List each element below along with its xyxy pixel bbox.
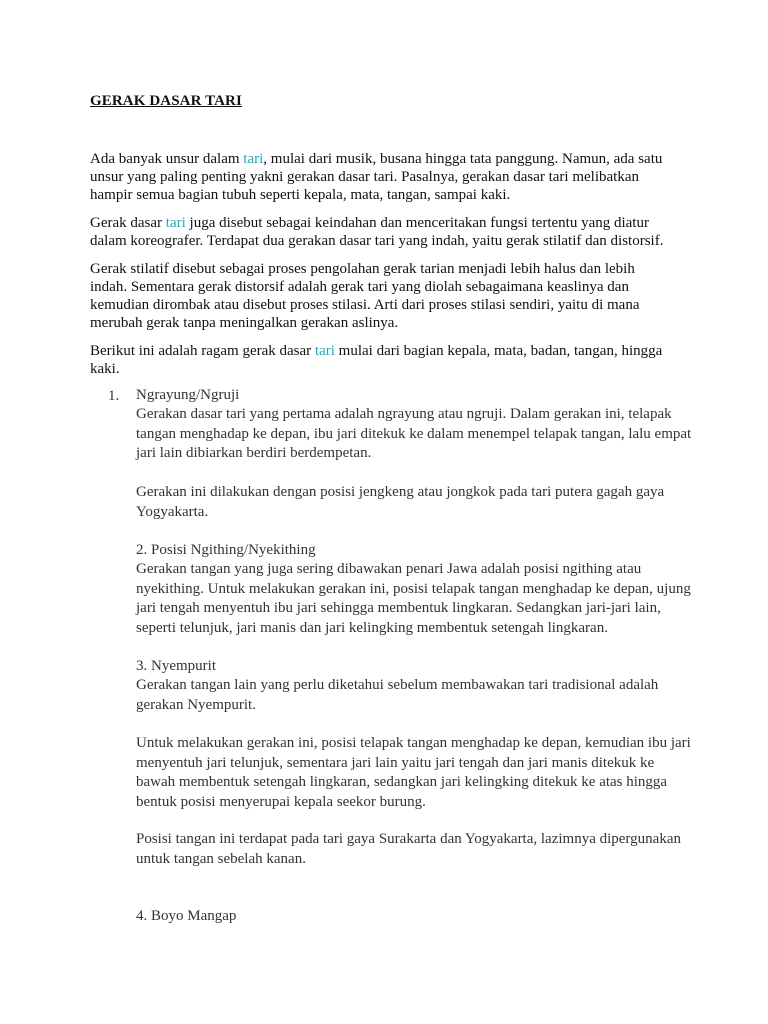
list-item-text: Gerakan dasar tari yang pertama adalah ngrayung atau ngruji. Dalam gerakan ini, telapak tangan menghadap ke depan, ibu jari ditekuk ke dalam menempel telapak tangan, lalu empat jari lain dibiarkan berdiri berdempetan. [136, 406, 692, 461]
list-item-text: Untuk melakukan gerakan ini, posisi telapak tangan menghadap ke depan, kemudian ibu jari menyentuh jari telunjuk, sementara jari lain yaitu jari tengah dan jari manis ditekuk ke bawah membentuk setengah lingkaran, sedangkan jari kelingking ditekuk ke atas hingga bentuk posisi menyerupai kepala seekor burung. [136, 735, 691, 810]
paragraph-text: Gerak dasar [90, 215, 166, 231]
page-title: GERAK DASAR TARI [90, 93, 242, 109]
list-item-title: 2. Posisi Ngithing/Nyekithing [136, 542, 316, 558]
paragraph-text: juga disebut sebagai keindahan dan menceritakan fungsi tertentu yang diatur dalam koreografer. Terdapat dua gerakan dasar tari yang indah, yaitu gerak stilatif dan distorsif. [90, 215, 664, 249]
paragraph-intro [90, 150, 670, 204]
list-number: 1. [108, 388, 120, 404]
list-item-title: 3. Nyempurit [136, 658, 216, 674]
paragraph-text: , mulai dari musik, busana hingga tata panggung. Namun, ada satu unsur yang paling penting yakni gerakan dasar tari. Pasalnya, gerakan dasar tari melibatkan hampir semua bagian tubuh seperti kepala, mata, tangan, sampai kaki. [90, 151, 663, 203]
paragraph-text: mulai dari bagian kepala, mata, badan, tangan, hingga kaki. [90, 343, 663, 377]
paragraph-text: Berikut ini adalah ragam gerak dasar [90, 343, 315, 359]
list-item-text: Posisi tangan ini terdapat pada tari gaya Surakarta dan Yogyakarta, lazimnya dipergunakan untuk tangan sebelah kanan. [136, 831, 681, 867]
list-item-text: Gerakan ini dilakukan dengan posisi jengkeng atau jongkok pada tari putera gagah gaya Yogyakarta. [136, 484, 665, 520]
list-item-title: Ngrayung/Ngruji [136, 387, 240, 403]
paragraph-list-intro [90, 342, 670, 378]
tari-link[interactable]: tari [165, 215, 186, 231]
list-item-text: Gerakan tangan yang juga sering dibawakan penari Jawa adalah posisi ngithing atau nyekithing. Untuk melakukan gerakan ini, posisi telapak tangan menghadap ke depan, ujung jari tengah menyentuh ibu jari sehingga membentuk lingkaran. Sedangkan jari-jari lain, seperti telunjuk, jari manis dan jari kelingking membentuk setengah lingkaran. [136, 561, 691, 636]
list-item-title: 4. Boyo Mangap [136, 908, 237, 924]
paragraph-stilatif: Gerak stilatif disebut sebagai proses pengolahan gerak tarian menjadi lebih halus dan lebih indah. Sementara gerak distorsif adalah gerak tari yang diolah sebagaimana keaslinya dan kemudian dirombak atau disebut proses stilasi. Arti dari proses stilasi sendiri, yaitu di mana merubah gerak tanpa meningalkan gerakan aslinya. [90, 261, 640, 331]
paragraph-definition [90, 214, 670, 250]
tari-link[interactable]: tari [314, 343, 335, 359]
paragraph-text: Ada banyak unsur dalam [90, 151, 244, 167]
tari-link[interactable]: tari [243, 151, 264, 167]
list-item-text: Gerakan tangan lain yang perlu diketahui sebelum membawakan tari tradisional adalah gerakan Nyempurit. [136, 677, 659, 713]
